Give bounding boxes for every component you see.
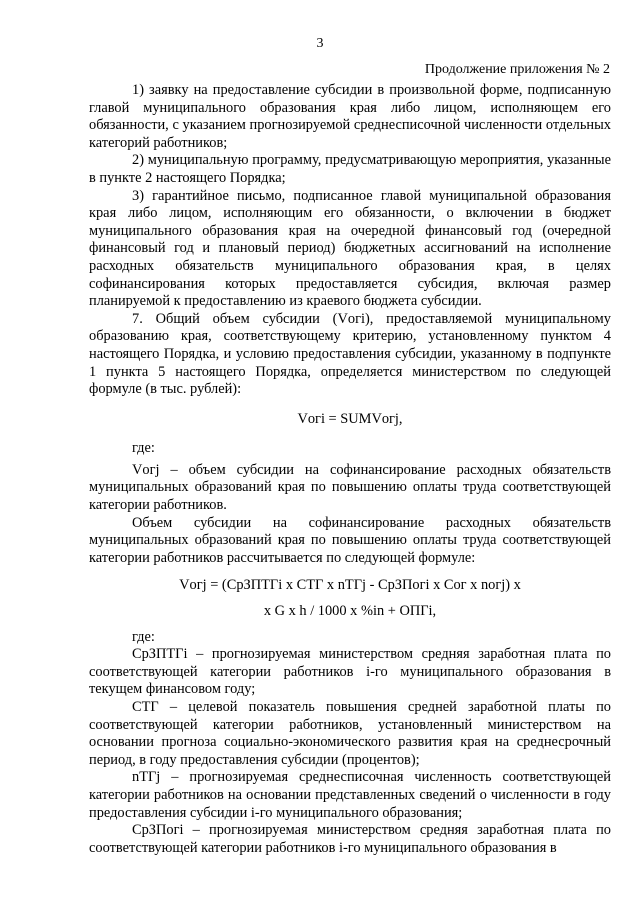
definition-v-ogj: Vогj – объем субсидии на софинансирование расходных обязательств муниципальных образований края по повышению оплаты труда соответствующей категории работников. — [89, 461, 611, 514]
paragraph-item-1: 1) заявку на предоставление субсидии в произвольной форме, подписанную главой муниципального образования края либо лицом, исполняющем его обязанности, с указанием прогнозируемой среднесписочной численности отдельных категорий работников; — [89, 82, 611, 151]
formula-total-subsidy: Vогi = SUMVогj, — [297, 410, 403, 427]
page-number: 3 — [316, 36, 324, 51]
paragraph-section-7: 7. Общий объем субсидии (Vогi), предоставляемой муниципальному образованию края, соответствующему критерию, установленному пунктом 4 настоящего Порядка, и условию предоставления субсидии, указанному в подпункте 1 пункта 5 настоящего Порядка, определяется министерством по следующей формуле (в тыс. рублей): — [89, 310, 611, 398]
definition-srzp-ogi: СрЗПогi – прогнозируемая министерством средняя заработная плата по соответствующей категории работников i-го муниципального образования в — [89, 822, 611, 856]
formula-line-2: х G х h / 1000 х %in + ОПГi, — [263, 603, 437, 620]
paragraph-item-3: 3) гарантийное письмо, подписанное главой муниципальной образования края либо лицом, исполняющим его обязанности, о включении в бюджет муниципального образования края на очередной финансовый год (очередной финансовый год и плановый период) бюджетных ассигнований на исполнение расходных обязательств муниципального образования края, в целях софинансирования которых предоставляется субсидия, включая размер планируемой к предоставлению из краевого бюджета субсидии. — [89, 187, 611, 310]
definition-srzp-tgi: СрЗПТГi – прогнозируемая министерством средняя заработная плата по соответствующей категории работников i-го муниципального образования в текущем финансовом году; — [89, 646, 611, 698]
paragraph-calculation: Объем субсидии на софинансирование расходных обязательств муниципальных образований края по повышению оплаты труда соответствующей категории работников рассчитывается по следующей формуле: — [89, 514, 611, 566]
paragraph-item-2: 2) муниципальную программу, предусматривающую мероприятия, указанные в пункте 2 настоящего Порядка; — [89, 152, 611, 186]
definition-s-tg: СТГ – целевой показатель повышения средней заработной платы по соответствующей категории работников, установленный министерством на основании прогноза социально-экономического развития края на среднесрочный период, в году предоставления субсидии (процентов); — [89, 699, 611, 768]
where-label-1: где: — [132, 440, 155, 457]
formula-line-1: Vогj = (СрЗПТГi х СТГ х nТГj - СрЗПогi х Сог х nогj) х — [179, 577, 521, 594]
continuation-label: Продолжение приложения № 2 — [424, 62, 610, 77]
where-label-2: где: — [132, 628, 155, 645]
definition-n-tgj: nТГj – прогнозируемая среднесписочная численность соответствующей категории работников на основании представленных сведений о численности в году предоставления субсидии i-го муниципального образования; — [89, 769, 611, 821]
document-body — [89, 82, 611, 857]
